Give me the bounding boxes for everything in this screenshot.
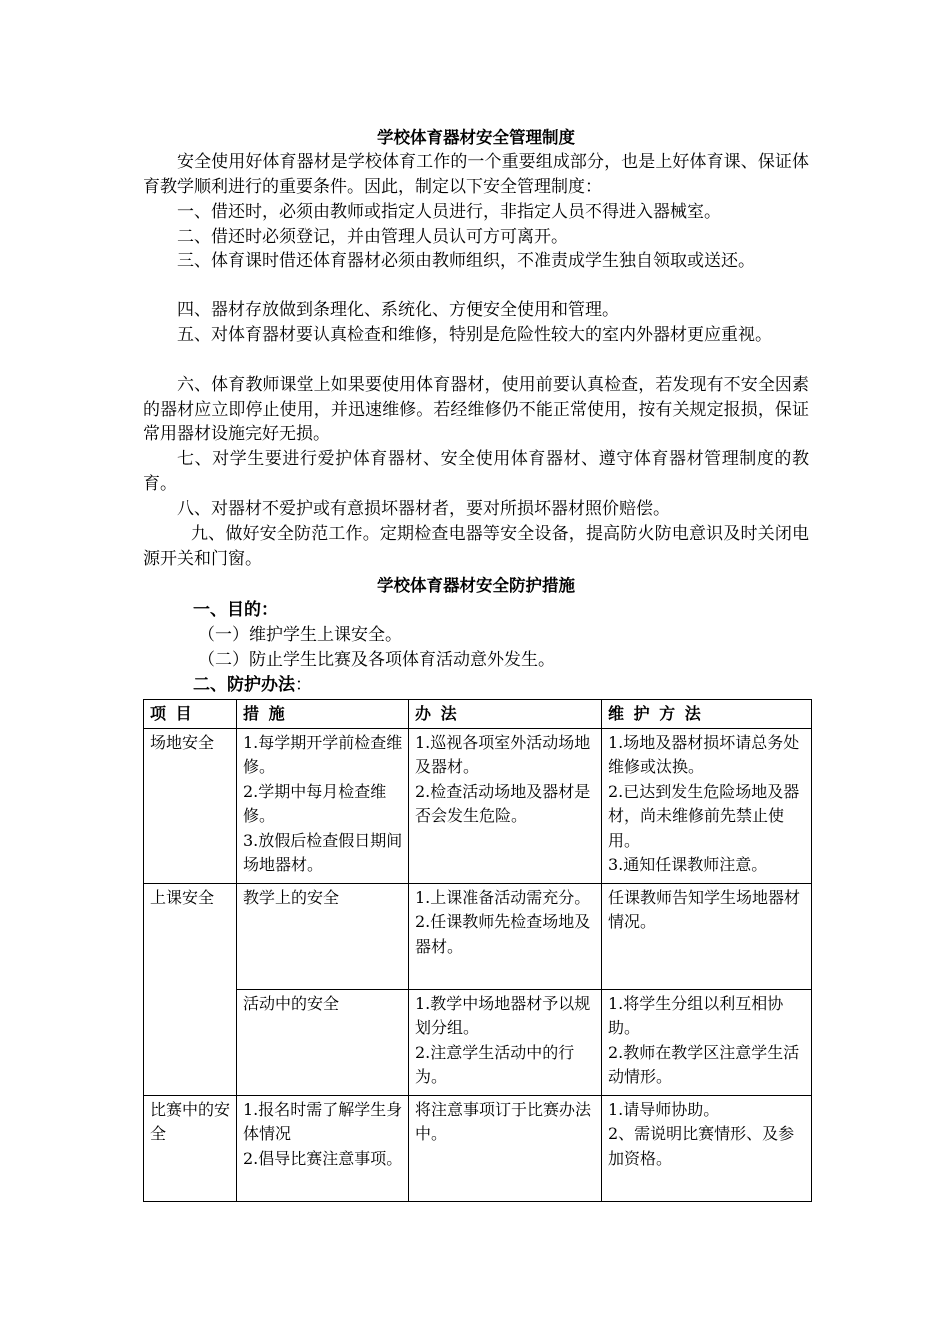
section-methods-heading [193,673,312,697]
cell-item: 场地安全 [144,728,237,883]
table-row [144,1095,812,1201]
cell-method [409,883,602,989]
goal-2: （二）防止学生比赛及各项体育活动意外发生。 [198,650,555,670]
cell-maintenance: 任课教师告知学生场地器材情况。 [602,883,812,989]
cell-line: 1.上课准备活动需充分。 [415,887,591,907]
cell-measure [237,1095,409,1201]
intro-paragraph: 安全使用好体育器材是学校体育工作的一个重要组成部分，也是上好体育课、保证体育教学顺利进行的重要条件。因此，制定以下安全管理制度： [143,152,809,197]
cell-item: 比赛中的安全 [144,1095,237,1201]
cell-method [409,989,602,1095]
table-header-row [144,700,812,729]
header-item: 项 目 [144,700,237,729]
rule-9: 九、做好安全防范工作。定期检查电器等安全设备，提高防火防电意识及时关闭电源开关和门窗。 [143,524,809,569]
cell-line: 2.注意学生活动中的行为。 [415,1042,575,1086]
rule-2: 二、借还时必须登记，并由管理人员认可方可离开。 [177,227,568,247]
cell-maintenance [602,728,812,883]
header-maintenance: 维 护 方 法 [602,700,812,729]
cell-line: 2.教师在教学区注意学生活动情形。 [608,1042,800,1086]
cell-line: 1.教学中场地器材予以规划分组。 [415,993,591,1037]
cell-line: 3.放假后检查假日期间场地器材。 [243,830,403,874]
table-row [144,989,812,1095]
cell-line: 1.场地及器材损坏请总务处维修或汰换。 [608,732,800,776]
cell-measure: 活动中的安全 [237,989,409,1095]
cell-item: 上课安全 [144,883,237,1095]
table-row [144,883,812,989]
cell-line: 1.巡视各项室外活动场地及器材。 [415,732,591,776]
cell-line: 2.学期中每月检查维修。 [243,781,387,825]
table-row [144,728,812,883]
cell-measure: 教学上的安全 [237,883,409,989]
cell-line: 2、需说明比赛情形、及参加资格。 [608,1124,795,1168]
rule-4: 四、器材存放做到条理化、系统化、方便安全使用和管理。 [177,300,619,320]
cell-method [409,728,602,883]
doc-title-measures: 学校体育器材安全防护措施 [377,576,575,595]
cell-method: 将注意事项订于比赛办法中。 [409,1095,602,1201]
rule-5: 五、对体育器材要认真检查和维修，特别是危险性较大的室内外器材更应重视。 [177,325,772,345]
doc-title-rules: 学校体育器材安全管理制度 [377,128,575,147]
cell-line: 2.检查活动场地及器材是否会发生危险。 [415,781,591,825]
section-methods-label: 二、防护办法 [193,675,295,695]
cell-measure [237,728,409,883]
section-methods-colon: ： [295,675,312,695]
header-measure: 措 施 [237,700,409,729]
cell-line: 3.通知任课教师注意。 [608,855,768,874]
cell-line: 2.已达到发生危险场地及器材，尚未维修前先禁止使用。 [608,781,800,850]
rule-7: 七、对学生要进行爱护体育器材、安全使用体育器材、遵守体育器材管理制度的教育。 [143,449,809,494]
protection-measures-table [143,699,812,1202]
rule-8: 八、对器材不爱护或有意损坏器材者，要对所损坏器材照价赔偿。 [177,499,670,519]
cell-line: 1.每学期开学前检查维修。 [243,732,403,776]
rule-6: 六、体育教师课堂上如果要使用体育器材，使用前要认真检查，若发现有不安全因素的器材应立即停止使用，并迅速维修。若经维修仍不能正常使用，按有关规定报损，保证常用器材设施完好无损。 [143,375,809,445]
cell-maintenance [602,1095,812,1201]
rule-1: 一、借还时，必须由教师或指定人员进行，非指定人员不得进入器械室。 [177,202,721,222]
rule-3: 三、体育课时借还体育器材必须由教师组织，不准责成学生独自领取或送还。 [177,251,755,271]
cell-line: 1.请导师协助。 [608,1099,720,1119]
cell-maintenance [602,989,812,1095]
cell-line: 2.倡导比赛注意事项。 [243,1148,403,1168]
cell-line: 1.将学生分组以利互相协助。 [608,993,784,1037]
goal-1: （一）维护学生上课安全。 [198,625,402,645]
header-method: 办 法 [409,700,602,729]
cell-line: 2.任课教师先检查场地及器材。 [415,912,591,956]
cell-line: 1.报名时需了解学生身体情况 [243,1099,403,1143]
section-purpose-heading: 一、目的： [193,600,278,620]
